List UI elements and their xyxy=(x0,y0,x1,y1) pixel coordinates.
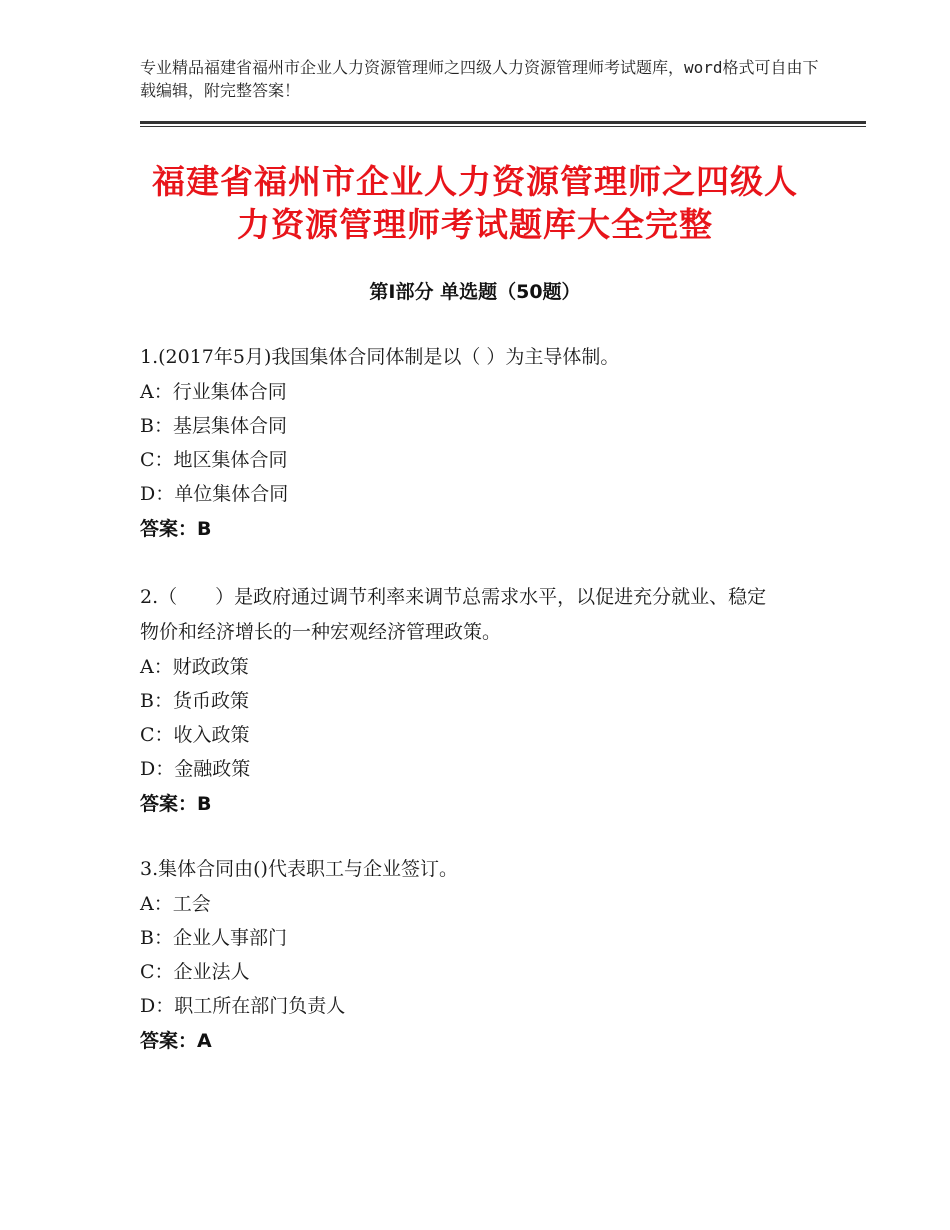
option-c: C：企业法人 xyxy=(140,961,250,983)
question-stem: 1.(2017年5月)我国集体合同体制是以（ ）为主导体制。 xyxy=(140,346,620,368)
answer-label: 答案：B xyxy=(140,518,212,540)
section-heading: 第Ⅰ部分 单选题（50题） xyxy=(369,281,581,303)
document-title xyxy=(100,160,850,246)
question-stem: 2.（ ）是政府通过调节利率来调节总需求水平，以促进充分就业、稳定物价和经济增长的一种宏观经济管理政策。 xyxy=(140,586,767,643)
question-2 xyxy=(140,580,780,822)
option-c: C：地区集体合同 xyxy=(140,449,288,471)
option-a: A：财政政策 xyxy=(140,656,249,678)
question-1 xyxy=(140,340,780,547)
document-title-line-1: 福建省福州市企业人力资源管理师之四级人 xyxy=(152,162,798,201)
option-b: B：企业人事部门 xyxy=(140,927,287,949)
option-b: B：货币政策 xyxy=(140,690,249,712)
option-a: A：工会 xyxy=(140,893,211,915)
answer-label: 答案：A xyxy=(140,1030,212,1052)
option-d: D：金融政策 xyxy=(140,758,251,780)
option-b: B：基层集体合同 xyxy=(140,415,287,437)
header-note: 专业精品福建省福州市企业人力资源管理师之四级人力资源管理师考试题库，word格式可自由下载编辑，附完整答案！ xyxy=(140,58,819,100)
option-a: A：行业集体合同 xyxy=(140,381,287,403)
header-divider-thin xyxy=(140,126,866,127)
answer-label: 答案：B xyxy=(140,793,212,815)
option-c: C：收入政策 xyxy=(140,724,250,746)
option-d: D：职工所在部门负责人 xyxy=(140,995,346,1017)
document-title-line-2: 力资源管理师考试题库大全完整 xyxy=(237,205,713,244)
question-3 xyxy=(140,852,780,1059)
header-divider-thick xyxy=(140,121,866,124)
question-stem: 3.集体合同由()代表职工与企业签订。 xyxy=(140,858,458,880)
option-d: D：单位集体合同 xyxy=(140,483,289,505)
